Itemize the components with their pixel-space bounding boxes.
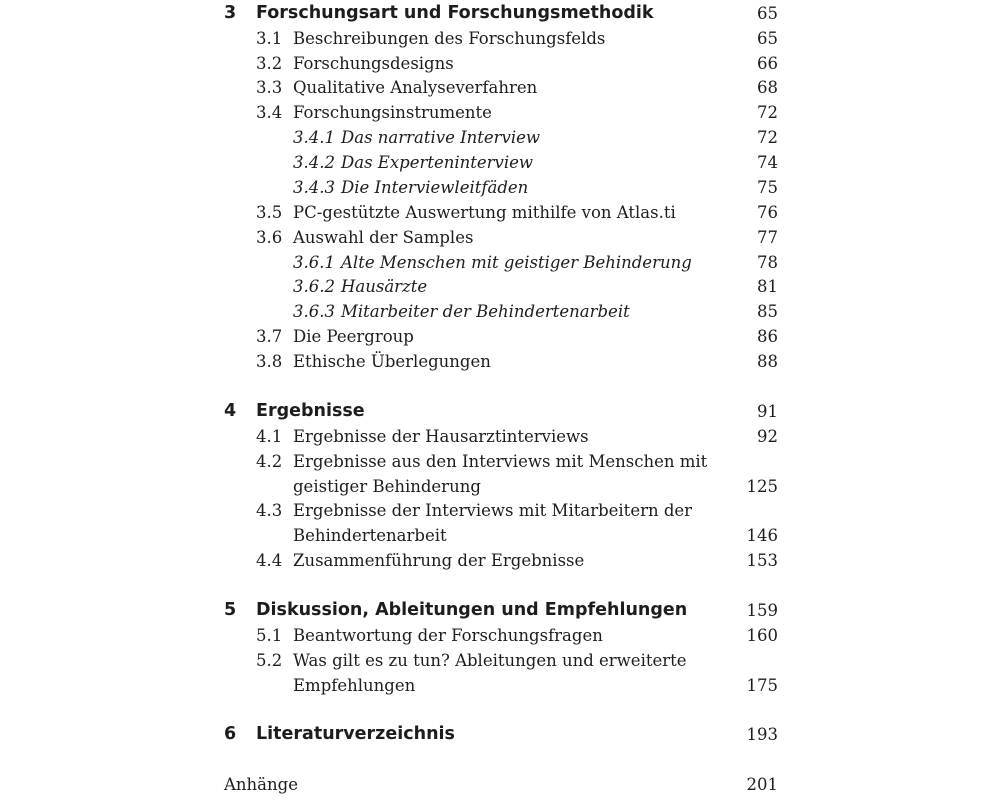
- page-number: 86: [757, 327, 778, 346]
- section-number: 3.3: [256, 78, 283, 97]
- toc-chapter-6[interactable]: [0, 722, 1000, 747]
- page-number: 72: [757, 128, 778, 147]
- section-title: Qualitative Analyseverfahren: [293, 78, 538, 97]
- subsection-number: 3.4.2: [293, 153, 335, 172]
- chapter-number: 4: [224, 401, 237, 421]
- section-number: 5.2: [256, 651, 283, 670]
- chapter-title: Forschungsart und Forschungsmethodik: [256, 3, 654, 23]
- toc-subsection-3-6-3[interactable]: [0, 299, 1000, 324]
- page-number: 72: [757, 103, 778, 122]
- subsection-number: 3.4.3: [293, 178, 335, 197]
- toc-section-3-1[interactable]: [0, 26, 1000, 51]
- section-number: 4.4: [256, 551, 283, 570]
- section-title: PC-gestützte Auswertung mithilfe von Atlas.ti: [293, 203, 676, 222]
- section-number: 4.2: [256, 452, 283, 471]
- section-number: 4.1: [256, 427, 283, 446]
- page-number: 175: [746, 676, 778, 695]
- section-title: Ergebnisse aus den Interviews mit Menschen mit: [293, 452, 708, 471]
- page-number: 201: [746, 775, 778, 794]
- section-title: Auswahl der Samples: [293, 228, 474, 247]
- toc-section-4-2-continued[interactable]: [0, 474, 1000, 499]
- section-title: Ergebnisse der Interviews mit Mitarbeitern der: [293, 501, 693, 520]
- page-number: 160: [746, 626, 778, 645]
- page-number: 68: [757, 78, 778, 97]
- page-number: 193: [746, 725, 778, 744]
- section-number: 5.1: [256, 626, 283, 645]
- toc-section-4-4[interactable]: [0, 548, 1000, 573]
- toc-chapter-5[interactable]: [0, 598, 1000, 623]
- section-title: Beschreibungen des Forschungsfelds: [293, 29, 606, 48]
- section-number: 3.7: [256, 327, 283, 346]
- toc-section-4-1[interactable]: [0, 424, 1000, 449]
- page-number: 153: [746, 551, 778, 570]
- page-number: 76: [757, 203, 778, 222]
- page-number: 125: [746, 477, 778, 496]
- toc-section-3-6[interactable]: [0, 225, 1000, 250]
- chapter-number: 5: [224, 600, 237, 620]
- section-title: Forschungsinstrumente: [293, 103, 492, 122]
- page-number: 92: [757, 427, 778, 446]
- section-title: Zusammenführung der Ergebnisse: [293, 551, 585, 570]
- toc-section-3-3[interactable]: [0, 75, 1000, 100]
- section-title-continued: geistiger Behinderung: [293, 477, 481, 496]
- toc-subsection-3-4-2[interactable]: [0, 150, 1000, 175]
- page-number: 88: [757, 352, 778, 371]
- page-number: 66: [757, 54, 778, 73]
- toc-section-3-8[interactable]: [0, 349, 1000, 374]
- page-number: 65: [757, 29, 778, 48]
- toc-subsection-3-4-1[interactable]: [0, 125, 1000, 150]
- subsection-number: 3.4.1: [293, 128, 335, 147]
- section-number: 3.2: [256, 54, 283, 73]
- toc-section-5-1[interactable]: [0, 623, 1000, 648]
- subsection-title: Mitarbeiter der Behindertenarbeit: [341, 302, 630, 321]
- chapter-number: 3: [224, 3, 237, 23]
- subsection-title: Alte Menschen mit geistiger Behinderung: [341, 253, 692, 272]
- page-number: 77: [757, 228, 778, 247]
- toc-subsection-3-6-2[interactable]: [0, 274, 1000, 299]
- toc-section-3-7[interactable]: [0, 324, 1000, 349]
- chapter-title: Literaturverzeichnis: [256, 724, 455, 744]
- page-number: 146: [746, 526, 778, 545]
- section-number: 3.5: [256, 203, 283, 222]
- toc-section-3-4[interactable]: [0, 100, 1000, 125]
- toc-subsection-3-4-3[interactable]: [0, 175, 1000, 200]
- toc-section-4-3[interactable]: [0, 498, 1000, 523]
- page-number: 85: [757, 302, 778, 321]
- section-title-continued: Behindertenarbeit: [293, 526, 447, 545]
- page-number: 78: [757, 253, 778, 272]
- section-title: Die Peergroup: [293, 327, 414, 346]
- chapter-title: Ergebnisse: [256, 401, 365, 421]
- section-title: Ergebnisse der Hausarztinterviews: [293, 427, 589, 446]
- section-number: 4.3: [256, 501, 283, 520]
- toc-appendix[interactable]: [0, 772, 1000, 797]
- page-number: 91: [757, 402, 778, 421]
- page-number: 74: [757, 153, 778, 172]
- toc-section-4-2[interactable]: [0, 449, 1000, 474]
- page-number: 65: [757, 4, 778, 23]
- section-title: Ethische Überlegungen: [293, 352, 491, 371]
- subsection-number: 3.6.3: [293, 302, 335, 321]
- section-number: 3.4: [256, 103, 283, 122]
- toc-section-4-3-continued[interactable]: [0, 523, 1000, 548]
- subsection-title: Hausärzte: [341, 277, 428, 296]
- toc-section-5-2[interactable]: [0, 648, 1000, 673]
- toc-subsection-3-6-1[interactable]: [0, 250, 1000, 275]
- toc-section-5-2-continued[interactable]: [0, 673, 1000, 698]
- section-number: 3.1: [256, 29, 283, 48]
- chapter-title: Diskussion, Ableitungen und Empfehlungen: [256, 600, 688, 620]
- appendix-title: Anhänge: [224, 775, 298, 794]
- page-number: 159: [746, 601, 778, 620]
- chapter-number: 6: [224, 724, 237, 744]
- section-number: 3.8: [256, 352, 283, 371]
- section-title: Was gilt es zu tun? Ableitungen und erweiterte: [293, 651, 687, 670]
- section-title: Forschungsdesigns: [293, 54, 454, 73]
- toc-chapter-4[interactable]: [0, 399, 1000, 424]
- subsection-number: 3.6.2: [293, 277, 335, 296]
- toc-section-3-2[interactable]: [0, 51, 1000, 76]
- toc-section-3-5[interactable]: [0, 200, 1000, 225]
- subsection-title: Die Interviewleitfäden: [341, 178, 529, 197]
- page-number: 75: [757, 178, 778, 197]
- section-title: Beantwortung der Forschungsfragen: [293, 626, 603, 645]
- section-number: 3.6: [256, 228, 283, 247]
- subsection-title: Das narrative Interview: [341, 128, 541, 147]
- toc-chapter-3[interactable]: [0, 1, 1000, 26]
- section-title-continued: Empfehlungen: [293, 676, 416, 695]
- subsection-title: Das Experteninterview: [341, 153, 534, 172]
- page-number: 81: [757, 277, 778, 296]
- subsection-number: 3.6.1: [293, 253, 335, 272]
